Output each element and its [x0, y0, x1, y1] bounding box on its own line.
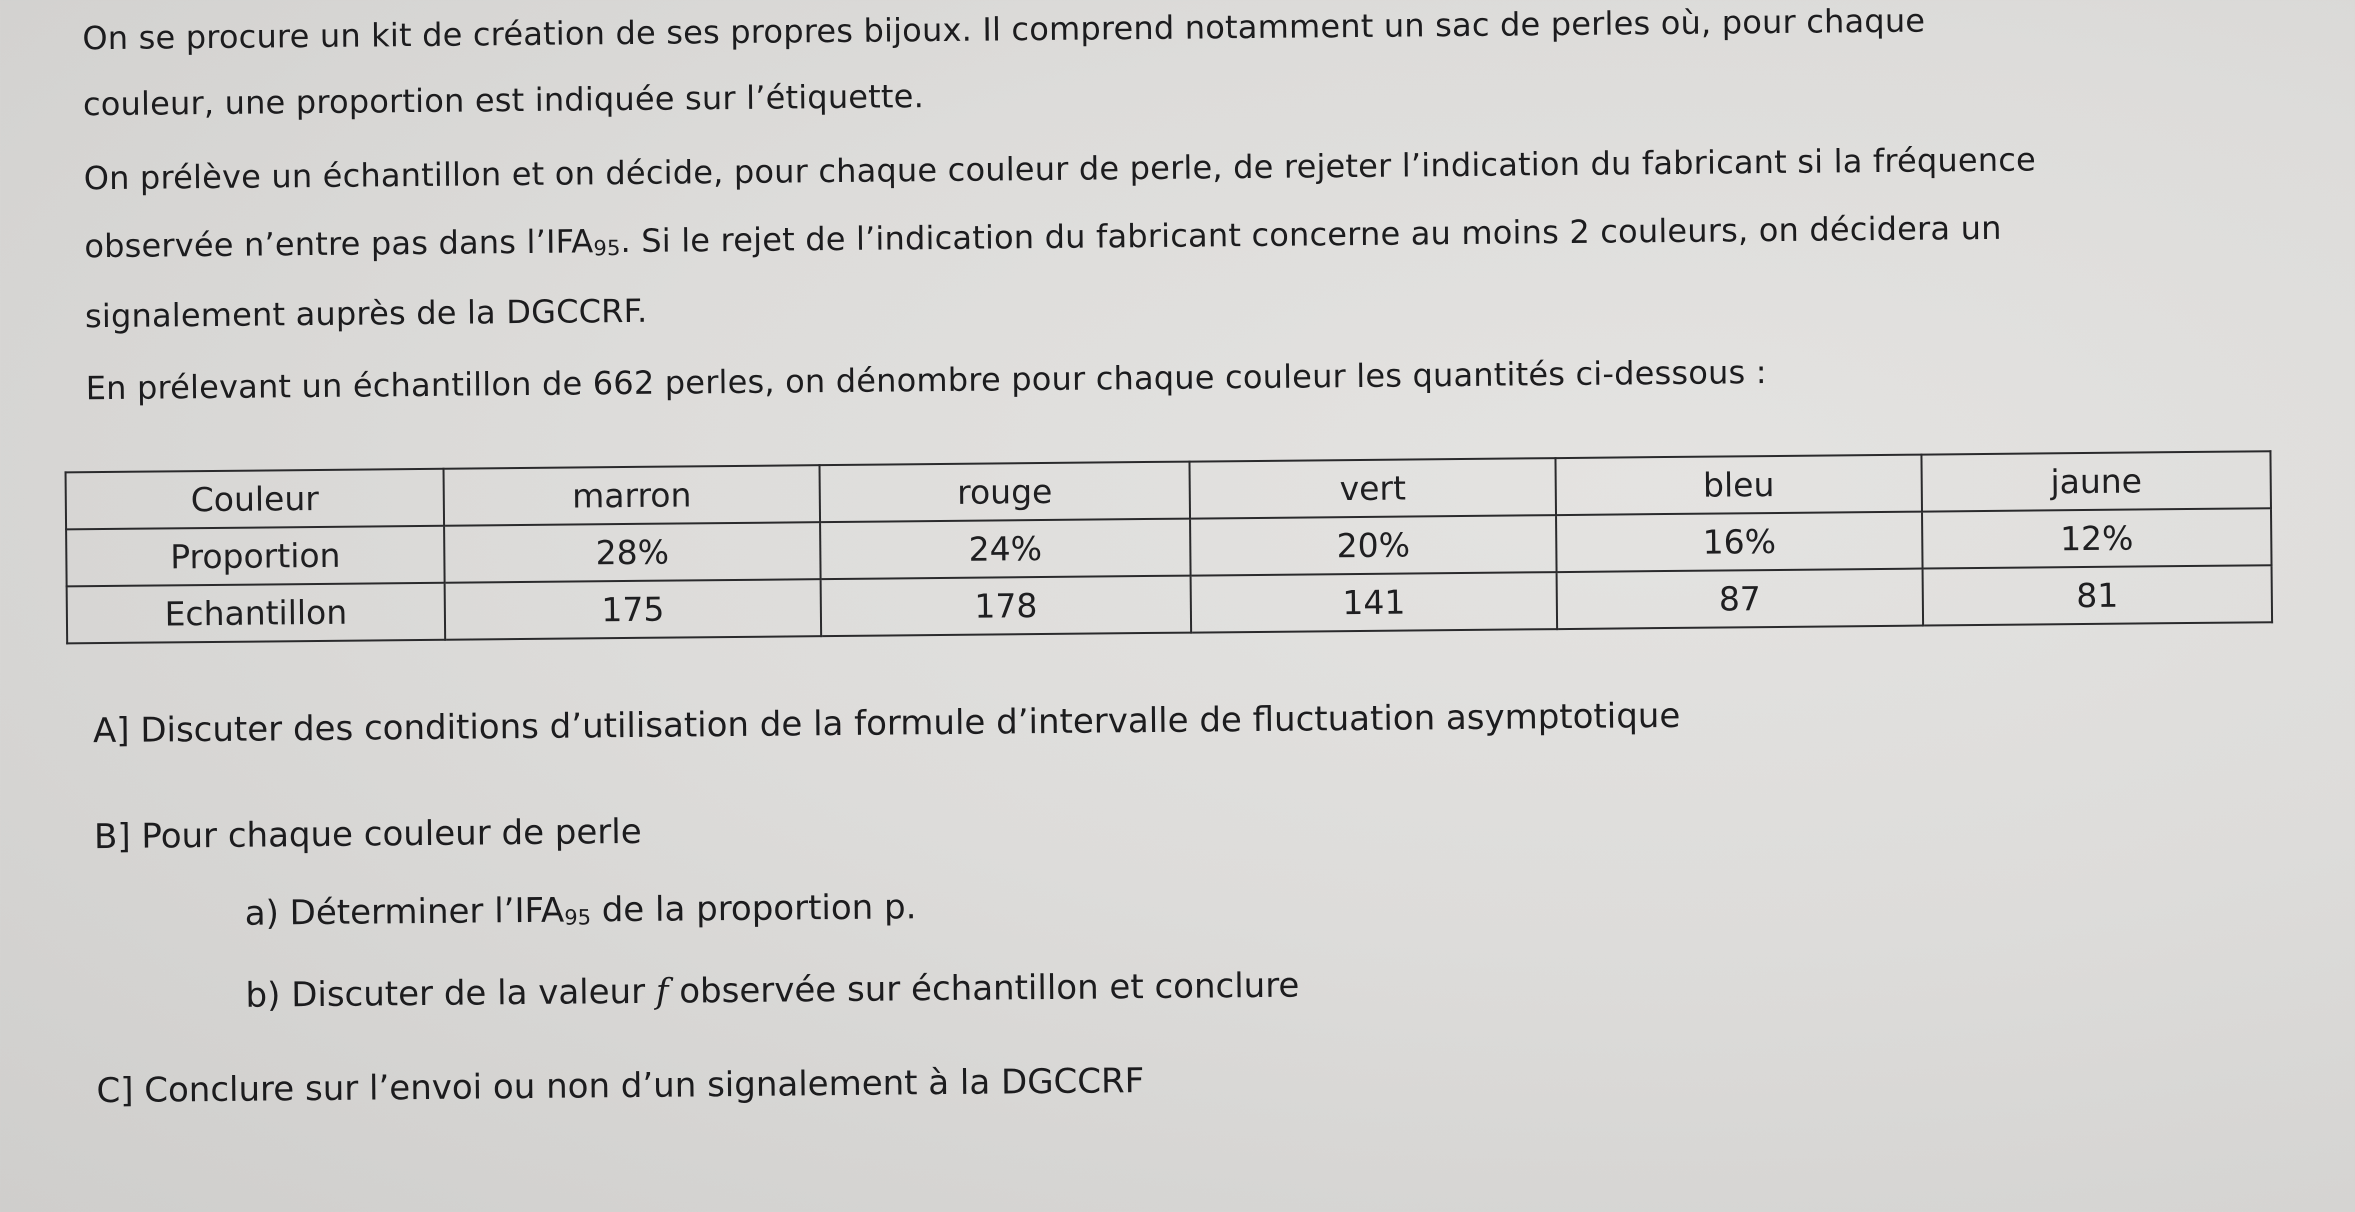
table-cell-blue: bleu: [1555, 455, 1922, 516]
question-b-part-b: [245, 966, 1299, 1016]
ifa-subscript: 95: [593, 236, 621, 261]
table-cell-red-sample: 178: [821, 576, 1192, 637]
table-header-sample: Echantillon: [67, 583, 446, 644]
table-cell-brown-sample: 175: [445, 579, 822, 640]
table-cell-yellow-sample: 81: [1923, 565, 2273, 625]
table-header-color: Couleur: [66, 469, 445, 530]
table-cell-brown: marron: [444, 465, 821, 526]
table-cell-yellow: jaune: [1921, 451, 2271, 511]
table-cell-green: vert: [1189, 458, 1556, 519]
table-cell-green-proportion: 20%: [1190, 515, 1557, 576]
question-text: de la proportion p.: [590, 887, 917, 931]
table-cell-green-sample: 141: [1191, 572, 1558, 633]
question-b-part-a: [245, 887, 917, 933]
intro-paragraph-2-line-3: signalement auprès de la DGCCRF.: [84, 291, 648, 336]
question-text: a) Déterminer l’IFA: [244, 890, 565, 934]
table-cell-blue-sample: 87: [1557, 569, 1924, 630]
table-cell-yellow-proportion: 12%: [1922, 508, 2272, 568]
intro-paragraph-3-line-1: En prélevant un échantillon de 662 perles, on dénombre pour chaque couleur les quantités ci-dessous :: [85, 353, 1767, 408]
intro-paragraph-1-line-2: couleur, une proportion est indiquée sur l’étiquette.: [82, 77, 925, 124]
question-c: C] Conclure sur l’envoi ou non d’un signalement à la DGCCRF: [96, 1061, 1145, 1112]
table-header-proportion: Proportion: [66, 526, 445, 587]
ifa-subscript: 95: [564, 905, 592, 930]
table-cell-blue-proportion: 16%: [1556, 512, 1923, 573]
intro-paragraph-2-line-1: On prélève un échantillon et on décide, pour chaque couleur de perle, de rejeter l’indication du fabricant si la fréquence: [83, 140, 2037, 198]
question-a: A] Discuter des conditions d’utilisation de la formule d’intervalle de fluctuation asymptotique: [92, 695, 1681, 752]
table-cell-brown-proportion: 28%: [444, 522, 821, 583]
table-cell-red: rouge: [820, 462, 1191, 523]
table-cell-red-proportion: 24%: [820, 519, 1191, 580]
intro-paragraph-1-line-1: On se procure un kit de création de ses propres bijoux. Il comprend notamment un sac de perles où, pour chaque: [82, 1, 1926, 58]
question-text: b) Discuter de la valeur: [245, 971, 657, 1016]
bead-sample-table: [65, 450, 2274, 644]
intro-text: . Si le rejet de l’indication du fabricant concerne au moins 2 couleurs, on décidera un: [620, 208, 2002, 261]
intro-paragraph-2-line-2: [84, 209, 2002, 265]
question-b: B] Pour chaque couleur de perle: [93, 811, 642, 858]
intro-text: observée n’entre pas dans l’IFA: [84, 222, 594, 266]
question-text: observée sur échantillon et conclure: [668, 965, 1300, 1012]
frequency-symbol: f: [655, 971, 669, 1012]
